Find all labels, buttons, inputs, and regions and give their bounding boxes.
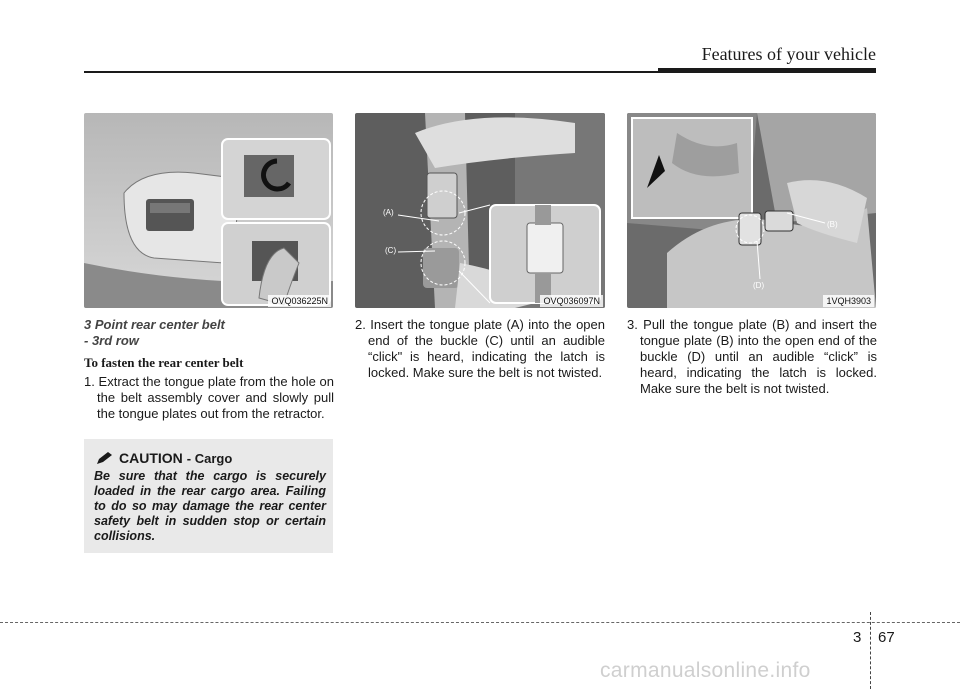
column-3 xyxy=(627,317,877,397)
caution-body: Be sure that the cargo is securely loaded in the rear cargo area. Failing to do so may damage the rear center safety belt in sudden stop or certain collisions. xyxy=(94,469,326,543)
caution-heading xyxy=(96,450,232,466)
callout-c: (C) xyxy=(385,246,397,255)
caution-box xyxy=(84,439,333,553)
caution-pencil-icon xyxy=(96,451,114,465)
figure-belt-cover xyxy=(84,113,333,308)
step-1-text: 1. Extract the tongue plate from the hole on the belt assembly cover and slowly pull the tongue plates out from the retractor. xyxy=(84,374,334,421)
header-rule-accent xyxy=(658,68,876,73)
figure-code: OVQ036225N xyxy=(268,295,331,307)
caution-title: CAUTION xyxy=(119,450,183,466)
step-2-text: 2. Insert the tongue plate (A) into the open end of the buckle (C) until an audible “click" is heard, indicating the latch is locked. Make sure the belt is not twisted. xyxy=(355,317,605,380)
footer-rule xyxy=(0,622,960,623)
callout-d: (D) xyxy=(753,281,765,290)
figure-code: OVQ036097N xyxy=(540,295,603,307)
figure-buckle-3rd-row xyxy=(627,113,876,308)
caution-subject: - Cargo xyxy=(186,450,233,466)
section-subtitle-row: - 3rd row xyxy=(84,333,139,348)
watermark: carmanualsonline.info xyxy=(600,659,811,682)
section-heading: To fasten the rear center belt xyxy=(84,355,244,370)
chapter-number: 3 xyxy=(853,629,862,646)
figure-buckle-insert xyxy=(355,113,605,308)
callout-b: (B) xyxy=(827,220,838,229)
step-3-text: 3. Pull the tongue plate (B) and insert the tongue plate (B) into the open end of the buckle (D) until an audible “click” is heard, indicating the latch is locked. Make sure the belt is not twisted. xyxy=(627,317,877,396)
callout-a: (A) xyxy=(383,208,394,217)
figure-code: 1VQH3903 xyxy=(823,295,874,307)
page-number-separator xyxy=(870,612,871,689)
column-1 xyxy=(84,317,334,422)
page-number: 67 xyxy=(878,629,895,646)
section-subtitle: 3 Point rear center belt xyxy=(84,317,225,332)
column-2 xyxy=(355,317,605,381)
page-header-title: Features of your vehicle xyxy=(701,44,876,64)
